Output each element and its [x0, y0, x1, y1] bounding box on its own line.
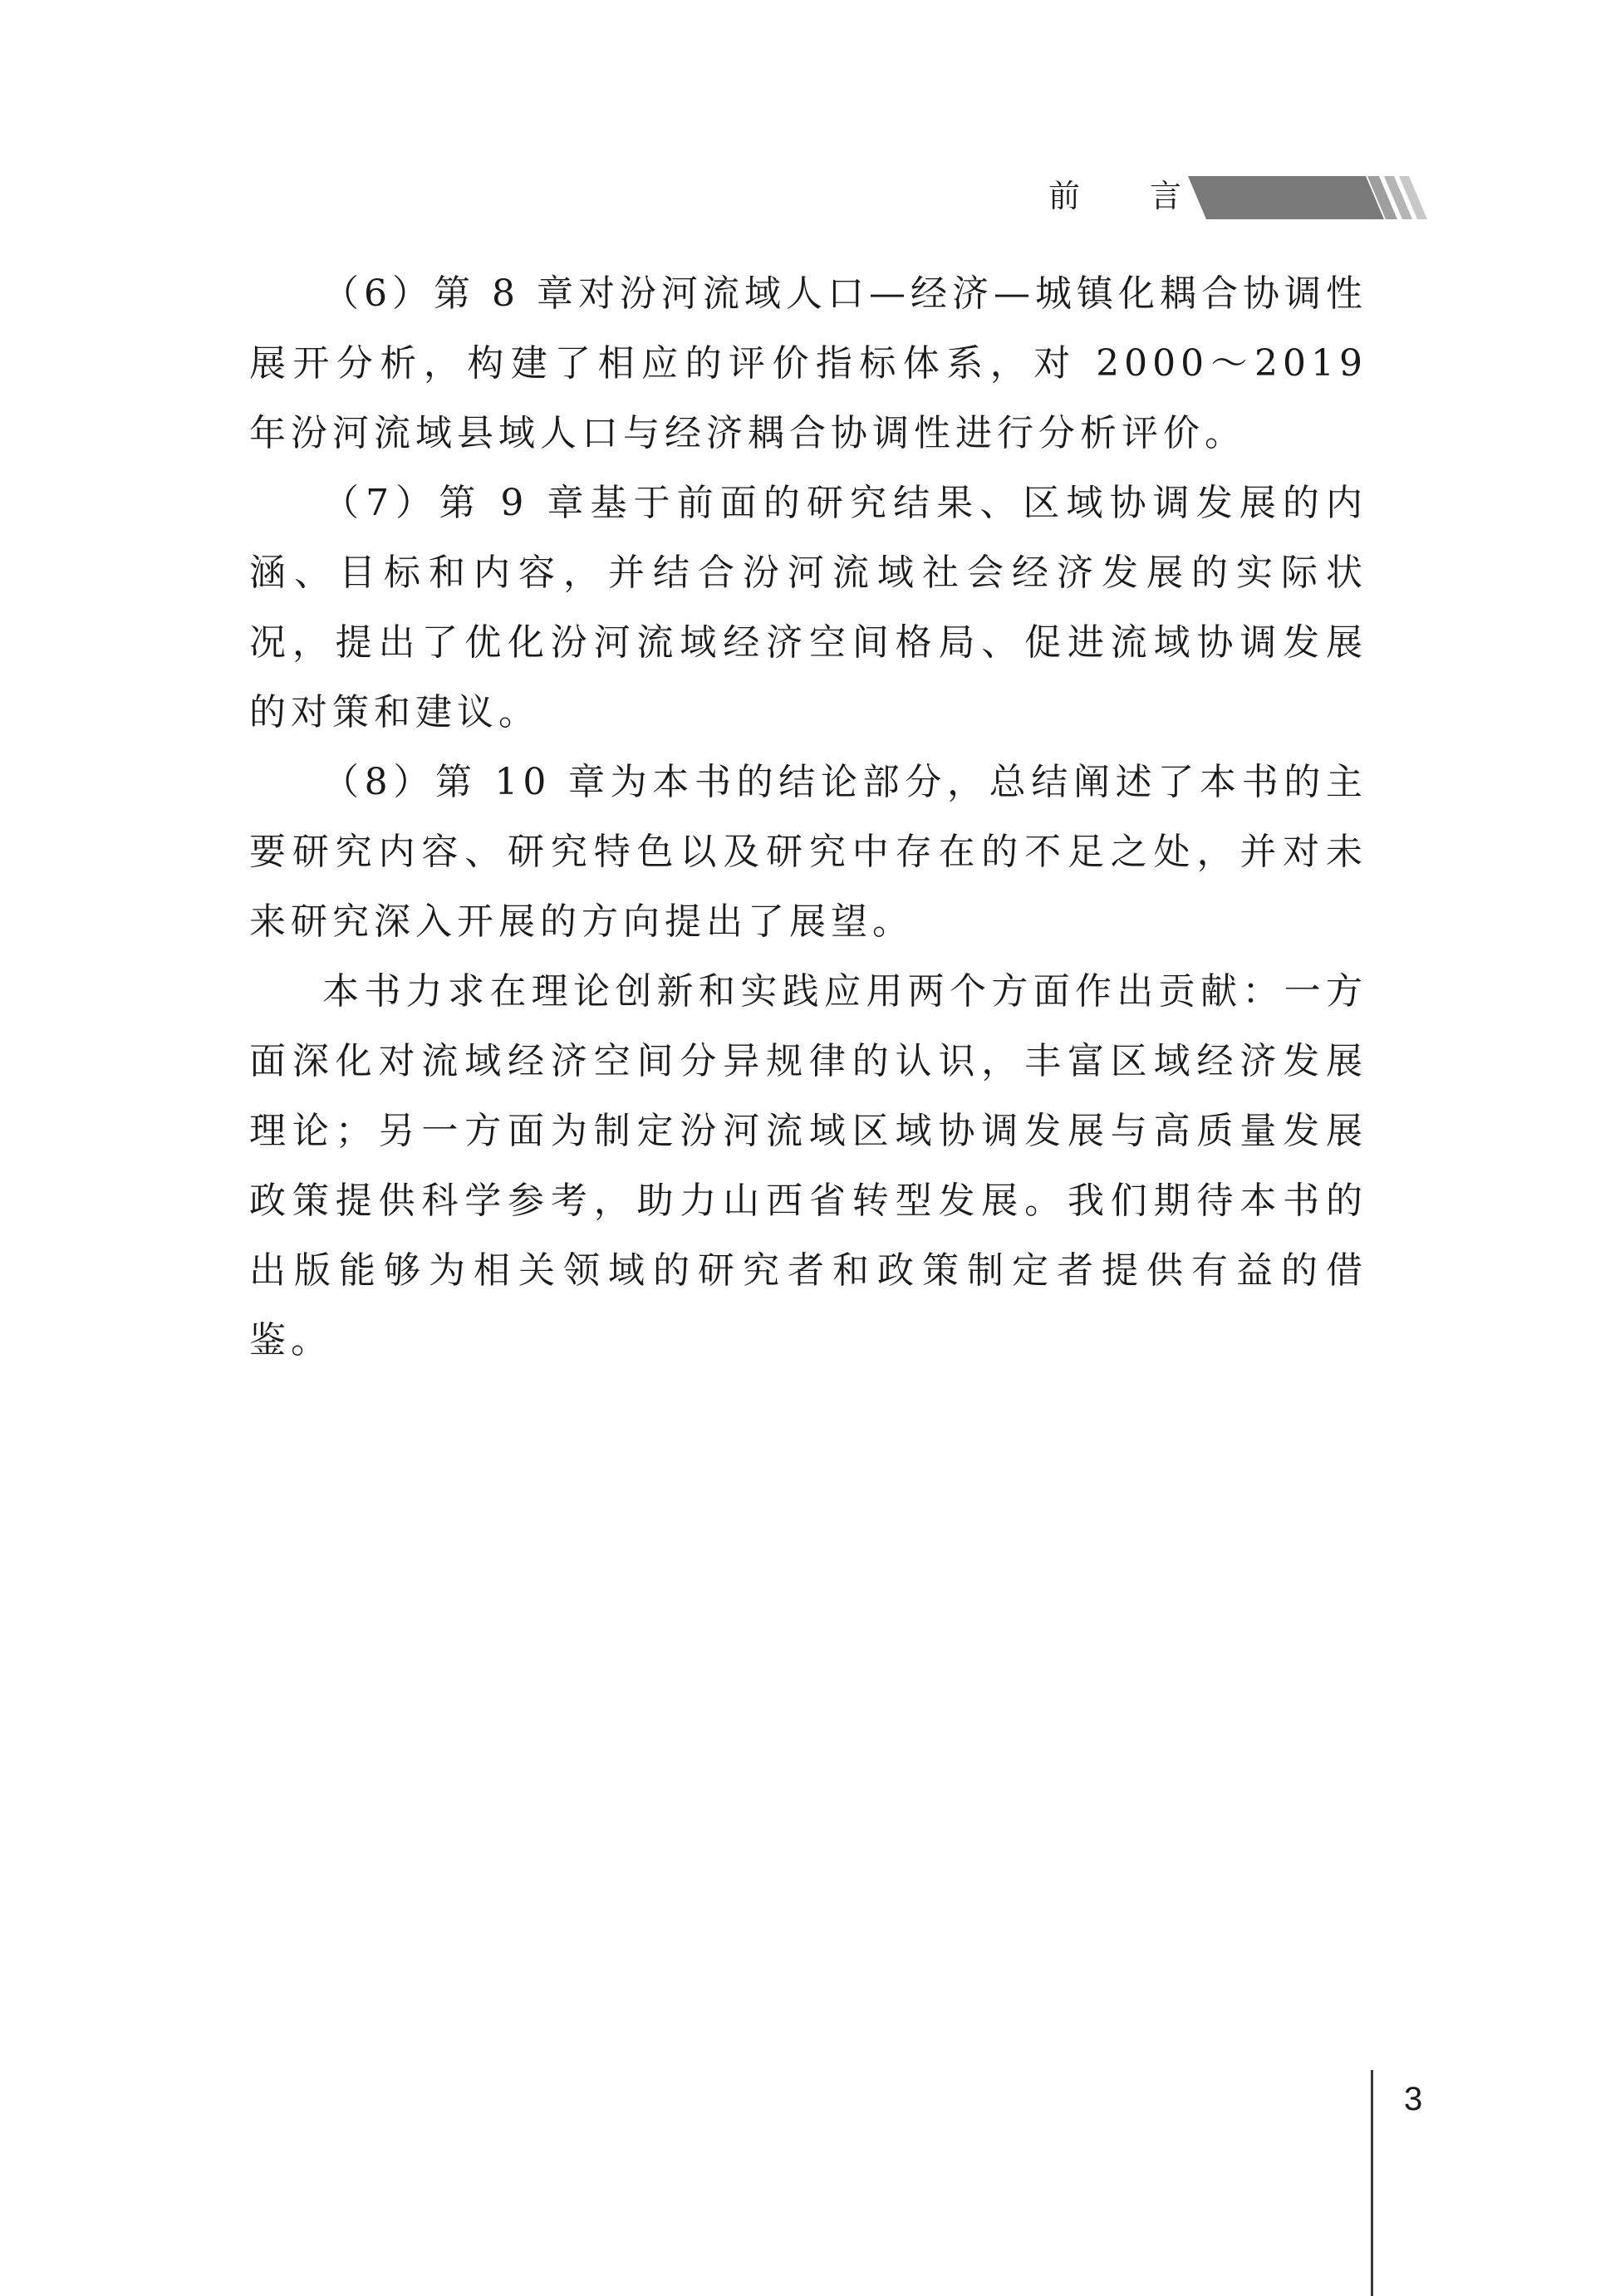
running-head-char-1: 前: [1048, 178, 1081, 214]
running-head: [1048, 170, 1181, 216]
paragraph-7: （7）第 9 章基于前面的研究结果、区域协调发展的内涵、目标和内容，并结合汾河流域社会经济发展的实际状况，提出了优化汾河流域经济空间格局、促进流域协调发展的对策和建议。: [249, 482, 1367, 733]
paragraph-6: （6）第 8 章对汾河流域人口—经济—城镇化耦合协调性展开分析，构建了相应的评价指标体系，对 2000～2019 年汾河流域县域人口与经济耦合协调性进行分析评价。: [249, 272, 1367, 454]
body-text: [249, 259, 1367, 1376]
header-decoration: [1188, 176, 1437, 226]
page-number: 3: [1404, 2081, 1423, 2117]
paragraph-8: （8）第 10 章为本书的结论部分，总结阐述了本书的主要研究内容、研究特色以及研究中存在的不足之处，并对未来研究深入开展的方向提出了展望。: [249, 761, 1367, 943]
running-head-char-2: 言: [1150, 178, 1182, 214]
header-deco-bar: [1188, 176, 1384, 219]
folio-rule: [1371, 2070, 1373, 2296]
paragraph-summary: 本书力求在理论创新和实践应用两个方面作出贡献：一方面深化对流域经济空间分异规律的认识，丰富区域经济发展理论；另一方面为制定汾河流域区域协调发展与高质量发展政策提供科学参考，助力山西省转型发展。我们期待本书的出版能够为相关领域的研究者和政策制定者提供有益的借鉴。: [249, 970, 1367, 1361]
